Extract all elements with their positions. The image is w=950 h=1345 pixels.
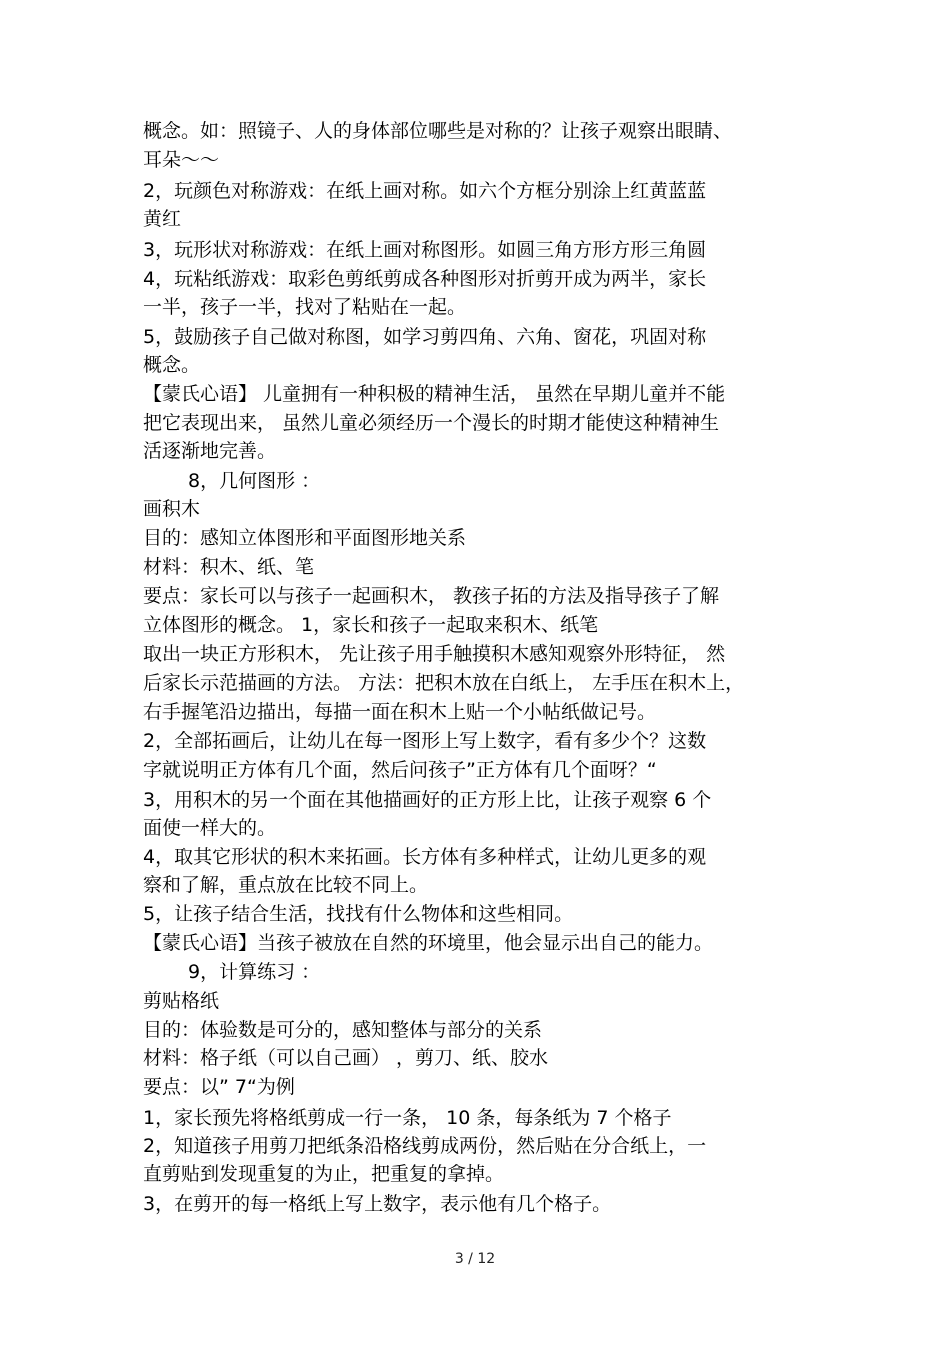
text-line: 要点：家长可以与孩子一起画积木， 教孩子拓的方法及指导孩子了解 bbox=[143, 585, 720, 607]
text-line: 把它表现出来， 虽然儿童必须经历一个漫长的时期才能使这种精神生 bbox=[143, 412, 720, 434]
text-line: 黄红 bbox=[143, 208, 182, 230]
text-line: 2，全部拓画后，让幼儿在每一图形上写上数字，看有多少个？这数 bbox=[143, 730, 707, 752]
text-line: 右手握笔沿边描出，每描一面在积木上贴一个小帖纸做记号。 bbox=[143, 701, 657, 723]
text-line: 概念。如：照镜子、人的身体部位哪些是对称的？让孩子观察出眼睛、 bbox=[143, 120, 733, 142]
text-line: 取出一块正方形积木， 先让孩子用手触摸积木感知观察外形特征， 然 bbox=[143, 643, 726, 665]
text-line: 画积木 bbox=[143, 498, 201, 520]
text-line: 目的：感知立体图形和平面图形地关系 bbox=[143, 527, 467, 549]
text-line: 材料：格子纸（可以自己画） ，剪刀、纸、胶水 bbox=[143, 1047, 549, 1069]
text-line: 字就说明正方体有几个面，然后问孩子”正方体有几个面呀？“ bbox=[143, 759, 657, 781]
text-line: 面使一样大的。 bbox=[143, 817, 277, 839]
text-line: 材料：积木、纸、笔 bbox=[143, 556, 315, 578]
text-line: 目的：体验数是可分的，感知整体与部分的关系 bbox=[143, 1019, 543, 1041]
text-line: 4，玩粘纸游戏：取彩色剪纸剪成各种图形对折剪开成为两半，家长 bbox=[143, 268, 707, 290]
text-line: 5，鼓励孩子自己做对称图，如学习剪四角、六角、窗花，巩固对称 bbox=[143, 326, 707, 348]
text-line: 4，取其它形状的积木来拓画。长方体有多种样式，让幼儿更多的观 bbox=[143, 846, 707, 868]
text-line: 3，玩形状对称游戏：在纸上画对称图形。如圆三角方形方形三角圆 bbox=[143, 239, 707, 261]
text-line: 后家长示范描画的方法。 方法：把积木放在白纸上， 左手压在积木上， bbox=[143, 672, 745, 694]
text-line: 5，让孩子结合生活，找找有什么物体和这些相同。 bbox=[143, 903, 574, 925]
section-heading: 8，几何图形 ： bbox=[188, 470, 321, 492]
text-line: 【蒙氏心语】 儿童拥有一种积极的精神生活， 虽然在早期儿童并不能 bbox=[143, 383, 726, 405]
text-line: 3，在剪开的每一格纸上写上数字，表示他有几个格子。 bbox=[143, 1193, 612, 1215]
section-heading: 9，计算练习 ： bbox=[188, 961, 321, 983]
text-line: 剪贴格纸 bbox=[143, 990, 220, 1012]
text-line: 2，玩颜色对称游戏：在纸上画对称。如六个方框分别涂上红黄蓝蓝 bbox=[143, 180, 707, 202]
text-line: 3，用积木的另一个面在其他描画好的正方形上比，让孩子观察 6 个 bbox=[143, 789, 712, 811]
text-line: 立体图形的概念。 1，家长和孩子一起取来积木、纸笔 bbox=[143, 614, 599, 636]
text-line: 2，知道孩子用剪刀把纸条沿格线剪成两份，然后贴在分合纸上，一 bbox=[143, 1135, 707, 1157]
text-line: 察和了解，重点放在比较不同上。 bbox=[143, 874, 429, 896]
text-line: 活逐渐地完善。 bbox=[143, 440, 277, 462]
text-line: 概念。 bbox=[143, 354, 201, 376]
text-line: 1，家长预先将格纸剪成一行一条， 10 条，每条纸为 7 个格子 bbox=[143, 1107, 672, 1129]
text-line: 要点：以” 7“为例 bbox=[143, 1076, 295, 1098]
text-line: 耳朵～～ bbox=[143, 149, 220, 171]
page-number: 3 / 12 bbox=[454, 1251, 496, 1267]
text-line: 直剪贴到发现重复的为止，把重复的拿掉。 bbox=[143, 1163, 505, 1185]
text-line: 【蒙氏心语】当孩子被放在自然的环境里，他会显示出自己的能力。 bbox=[143, 932, 714, 954]
text-line: 一半，孩子一半，找对了粘贴在一起。 bbox=[143, 296, 467, 318]
